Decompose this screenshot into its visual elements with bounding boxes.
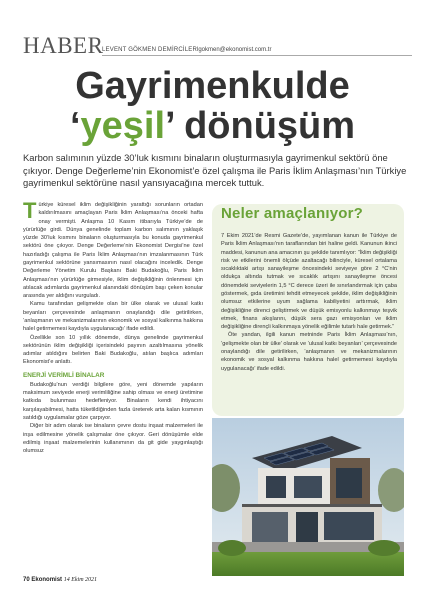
- headline-rest: ’ dönüşüm: [165, 105, 356, 147]
- section-label: HABER: [23, 33, 104, 58]
- drop-cap: T: [23, 198, 37, 223]
- headline-line-1: Gayrimenkulde: [75, 65, 350, 107]
- article-paragraph-5: Diğer bir adım olarak ise binaların çevre dostu inşaat malzemeleri ile inşa edilmesine yönelik çalışmalar öne çıkıyor. Geri dönüşümle elde edilmiş inşaat malzemelerinin kullanımının da git gide yaygınlaştığı olumsuz: [23, 423, 203, 455]
- window: [324, 512, 374, 540]
- page-footer: [23, 577, 97, 583]
- window: [266, 476, 286, 498]
- window: [336, 468, 362, 498]
- headline-open-quote: ‘: [69, 105, 81, 147]
- headline-line-2: [0, 106, 425, 146]
- article-paragraph-3: Özellikle son 10 yıllık dönemde, dünya genelinde gayrimenkul sektörünün iklim değişikliği içerisindeki payının azaltılmasına yönelik adımlar atıldığını belirten Baki Budakoğlu, atılan başlıca adımları Ekonomist’e anlattı.: [23, 334, 203, 366]
- floor-slab: [242, 504, 382, 507]
- sidebar-title: Neler amaçlanıyor?: [221, 205, 363, 222]
- lead-text: Karbon salımının yüzde 30’luk kısmını binaların oluşturmasıyla gayrimenkul sektörü öne çıkıyor. Denge Değerleme’nin Ekonomist’e özel çalışma ile Paris İklim Anlaşması’nın Türkiye gayrimenkul sektörüne nasıl yansıyacağına mercek tuttuk.: [23, 152, 407, 188]
- section-subhead: ENERJİ VERİMLİ BİNALAR: [23, 371, 105, 379]
- entrance-door: [296, 512, 318, 544]
- garage-door: [252, 512, 288, 542]
- article-paragraph-4: Budakoğlu’nun verdiği bilgilere göre, yeni dönemde yapıların maksimum seviyede enerji verimliliğine sahip olması ve enerji üretimine katkıda bulunması hedefleniyor. Binaların kendi ihtiyacını karşılayabilmesi, hatta tüketildiğinden fazla üreterek arta kalan kısmının satıldığı uygulamalar göze çarpıyor.: [23, 381, 203, 422]
- house-photo: [212, 418, 404, 576]
- article-paragraph-1: ürkiye küresel iklim değişikliğinin yarattığı sorunların ortadan kaldırılmasını amaçlayan Paris İklim Anlaşması’na önceki hafta onay vermişti. Anlaşma 10 Kasım itibarıyla Türkiye’de de yürürlüğe girdi. Dünya genelinde toplam karbon salımının yaklaşık yüzde 30’luk kısmını binaların oluşturmasıyla bu konuda gayrimenkul sektörü öne çıkıyor. Denge Değerleme’nin Ekonomist Dergisi’ne özel hazırladığı çalışma ile Paris İklim Anlaşması’nın imzalanmasının Türk gayrimenkul sektörüne yansımasının nasıl olacağını inceledik. Denge Değerleme Yönetim Kurulu Başkanı Baki Budakoğlu, Paris İklim Anlaşması’nın yürürlüğe girmesiyle, iklim değişikliğinin önlenmesi için atılacak adımlarda gayrimenkul alanındaki dönüşüm başı çeken konular arasında yer aldığını vurguladı.: [23, 202, 203, 300]
- lead-paragraph: [23, 152, 408, 190]
- page-header: [23, 34, 403, 58]
- article-body: [23, 198, 203, 455]
- lawn: [212, 552, 404, 576]
- author-email: lgokmen@ekonomist.com.tr: [197, 47, 272, 53]
- sidebar-body: [221, 232, 397, 373]
- sidebar-paragraph-2: Öte yandan, ilgili kanun metninde Paris İklim Anlaşması’nın, ‘gelişmekte olan bir ülke’ olarak ve ‘ulusal katkı beyanları’ çerçevesinde onaylandığı dile getirilirken, ‘anlaşmanın ve mekanizmalarının ekonomik ve sosyal kalkınma hakkına halel getirmemesi kaydıyla uygulanacağı’ ifade edildi.: [221, 332, 397, 372]
- shrub: [368, 540, 400, 556]
- window: [294, 476, 322, 498]
- shrub: [218, 540, 246, 556]
- sidebar-paragraph-1: 7 Ekim 2021’de Resmi Gazete’de, yayımlanan kanun ile Türkiye de Paris İklim Anlaşması’nın taraflarından biri haline geldi. Kanunun ikinci maddesi, kanunun ana amacının şu şekilde tanımlıyor: “İklim değişikliği risk ve etkilerini önemli ölçüde azaltacağı bilinciyle, küresel ortalama sıcaklıktaki artışı sanayileşme öncesindeki seviyeye göre 2 °C’nin oldukça altında tutmak ve sıcaklık artışını sanayileşme öncesi dönemdeki seviyelerin 1,5 °C derece üzeri ile sınırlandırmak için çaba göstermek, gıda üretimini tehdit etmeyecek şekilde, iklim değişikliğinin olumsuz etkilerine uyum sağlama kabiliyetini arttırmak, iklim değişikliğine direnci geliştirmek ve düşük emisyonlu kalkınmayı teşvik etmek, finans akışlarını, düşük sera gazı emisyonları ve iklim değişikliğine dirençli kalkınmaya yönelik eğilimle tutarlı hale getirmek.”: [221, 233, 397, 331]
- article-paragraph: [23, 198, 203, 300]
- article-paragraph-2: Kamu tarafından gelişmekte olan bir ülke olarak ve ulusal katkı beyanları çerçevesinde anlaşmanın onaylandığı dile getirilirken, ‘anlaşmanın ve mekanizmalarının ekonomik ve sosyal kalkınma hakkına halel getirmemesi kaydıyla uygulanacağı’ ifade edildi.: [23, 301, 203, 333]
- author-name: LEVENT GÖKMEN DEMİRCİLER: [102, 47, 198, 53]
- issue-date: 14 Ekim 2021: [63, 577, 98, 583]
- page-number: 70: [23, 577, 30, 583]
- publication-name: Ekonomist: [31, 577, 63, 583]
- header-rule: [102, 55, 412, 56]
- headline-green-word: yeşil: [80, 105, 166, 147]
